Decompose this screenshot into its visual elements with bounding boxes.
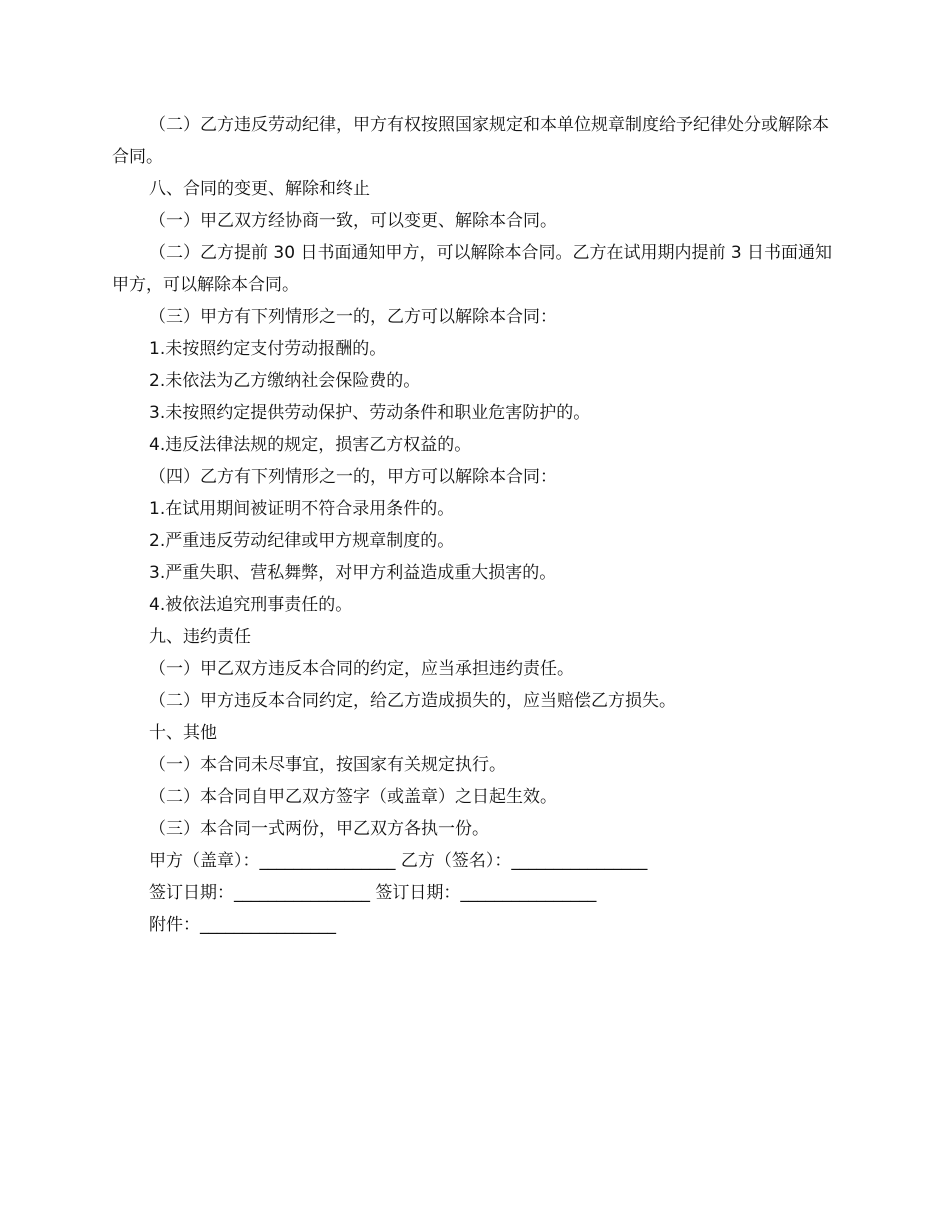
list-item-8-4-2: 2.严重违反劳动纪律或甲方规章制度的。 <box>149 531 455 551</box>
list-item-8-4-4: 4.被依法追究刑事责任的。 <box>149 595 353 615</box>
list-item-8-4-3: 3.严重失职、营私舞弊，对甲方利益造成重大损害的。 <box>149 563 557 583</box>
section-heading-8: 八、合同的变更、解除和终止 <box>149 179 370 199</box>
paragraph-8-4: （四）乙方有下列情形之一的，甲方可以解除本合同： <box>149 467 557 487</box>
list-item-8-4-1: 1.在试用期间被证明不符合录用条件的。 <box>149 499 455 519</box>
paragraph-10-3: （三）本合同一式两份，甲乙双方各执一份。 <box>149 819 489 839</box>
list-item-8-3-3: 3.未按照约定提供劳动保护、劳动条件和职业危害防护的。 <box>149 403 591 423</box>
list-item-8-3-2: 2.未依法为乙方缴纳社会保险费的。 <box>149 371 421 391</box>
section-heading-9: 九、违约责任 <box>149 627 251 647</box>
paragraph-discipline-termination: （二）乙方违反劳动纪律，甲方有权按照国家规定和本单位规章制度给予纪律处分或解除本合同。 <box>112 115 829 167</box>
section-heading-10: 十、其他 <box>149 723 217 743</box>
paragraph-8-1: （一）甲乙双方经协商一致，可以变更、解除本合同。 <box>149 211 557 231</box>
attachment-line: 附件：________________ <box>149 915 336 935</box>
paragraph-10-1: （一）本合同未尽事宜，按国家有关规定执行。 <box>149 755 506 775</box>
paragraph-8-3: （三）甲方有下列情形之一的，乙方可以解除本合同： <box>149 307 557 327</box>
paragraph-9-1: （一）甲乙双方违反本合同的约定，应当承担违约责任。 <box>149 659 574 679</box>
paragraph-8-2: （二）乙方提前 30 日书面通知甲方，可以解除本合同。乙方在试用期内提前 3 日书面通知甲方，可以解除本合同。 <box>112 243 833 295</box>
signature-line-parties: 甲方（盖章）：________________ 乙方（签名）：________________ <box>149 851 648 871</box>
document-body <box>112 109 842 941</box>
list-item-8-3-1: 1.未按照约定支付劳动报酬的。 <box>149 339 387 359</box>
paragraph-10-2: （二）本合同自甲乙双方签字（或盖章）之日起生效。 <box>149 787 557 807</box>
paragraph-9-2: （二）甲方违反本合同约定，给乙方造成损失的，应当赔偿乙方损失。 <box>149 691 676 711</box>
list-item-8-3-4: 4.违反法律法规的规定，损害乙方权益的。 <box>149 435 472 455</box>
signature-line-dates: 签订日期：________________ 签订日期：________________ <box>149 883 597 903</box>
